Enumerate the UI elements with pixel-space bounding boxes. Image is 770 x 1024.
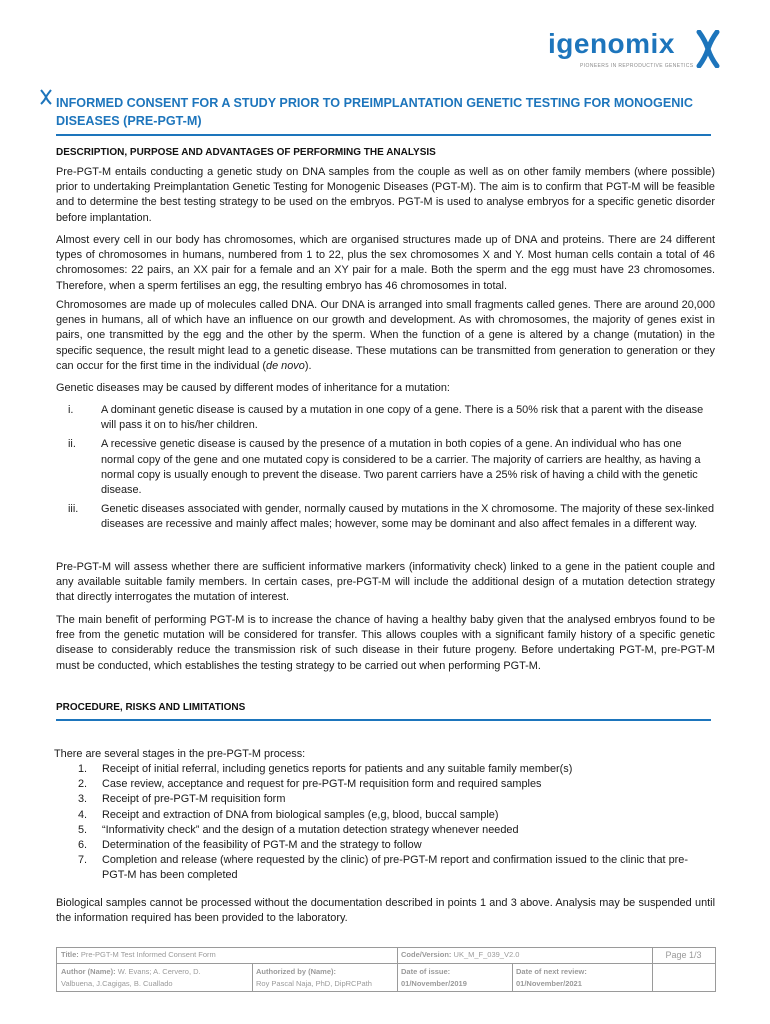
section-heading-procedure: PROCEDURE, RISKS AND LIMITATIONS [56,702,246,713]
title-rule [56,134,711,136]
list-item: 2. Case review, acceptance and request for pre-PGT-M requisition form and required samples [78,778,542,791]
chi-bullet-icon [40,89,52,105]
list-item: 7. Completion and release (where requested by the clinic) of pre-PGT-M report and confirmation issued to the clinic that pre-PGT-M has been completed [78,854,688,882]
paragraph-inheritance-intro: Genetic diseases may be caused by different modes of inheritance for a mutation: [56,382,450,394]
process-steps-list [56,762,696,884]
footer-authorized-cell: Authorized by (Name): Roy Pascal Naja, PhD, DipRCPath [256,967,372,988]
list-item: ii. A recessive genetic disease is caused by the presence of a mutation in both copies of a gene. An individual who has one normal copy of the gene and one mutated copy is considered to be a carrier. The majority of carriers are healthy, as having a normal copy is usually enough to prevent the disease. Two parent carriers have a 25% risk of having a child with the genetic disease. [68,438,701,497]
paragraph-benefit: The main benefit of performing PGT-M is to increase the chance of having a healthy baby given that the analysed embryos found to be free from the genetic mutation will be considered for transfer. This allows couples with a significant family history of a specific genetic disease to considerably reduce the transmission risk of such disease in their future progeny. Before undertaking PGT-M, pre-PGT-M must be conducted, which establishes the testing strategy to be carried out when performing PGT-M. [56,614,715,672]
igenomix-logo [548,28,723,72]
list-item: 3. Receipt of pre-PGT-M requisition form [78,793,286,806]
inheritance-modes-list [56,403,715,537]
logo-wordmark: igenomix [548,28,675,59]
footer-code-cell: Code/Version: UK_M_F_039_V2.0 [401,950,520,959]
paragraph-chromosomes: Almost every cell in our body has chromosomes, which are organised structures made up of DNA and proteins. There are 24 different types of chromosomes in humans, numbered from 1 to 22, plus the sex chromosomes X and Y. Most human cells contain a total of 46 chromosomes: 22 pairs, an XX pair for a female and an XY pair for a male. Both the sperm and the egg must have 23 chromosomes. Therefore, when a sperm fertilises an egg, the resulting embryo has 46 chromosomes in total. [56,234,715,292]
paragraph-sample-note: Biological samples cannot be processed without the documentation described in points 1 and 3 above. Analysis may be suspended until the information required has been provided to the laboratory. [56,897,715,925]
footer-author-cell: Author (Name): W. Evans; A. Cervero, D. Valbuena, J.Cagigas, B. Cuallado [61,967,201,988]
paragraph-purpose: Pre-PGT-M entails conducting a genetic study on DNA samples from the couple as well as on other family members (where possible) prior to undertaking Preimplantation Genetic Testing for Monogenic Diseases (PGT-M). The aim is to confirm that PGT-M will be feasible and to determine the best testing strategy to be used on the embryos. PGT-M is used to analyse embryos for a specific genetic disorder before implantation. [56,166,715,224]
list-item: 5. “Informativity check” and the design of a mutation detection strategy whenever needed [78,823,519,836]
chi-icon [696,30,720,68]
paragraph-dna-genes: Chromosomes are made up of molecules called DNA. Our DNA is arranged into small fragments called genes. There are around 20,000 genes in humans, all of which have an influence on our growth and development. As with chromosomes, the majority of genes exist in pairs, one transmitted by the egg and the other by the sperm. When the function of a gene is altered by a change (mutation) in the specific sequence, the result might lead to a genetic disease. These mutations can be transmitted from generation to generation or they can occur for the first time in the individual (de novo). [56,299,715,372]
paragraph-informativity: Pre-PGT-M will assess whether there are sufficient informative markers (informativity check) linked to a gene in the patient couple and any available suitable family members. In certain cases, pre-PGT-M will include the additional design of a mutation detection strategy that directly interrogates the mutation of interest. [56,561,715,604]
footer-issue-cell: Date of issue: 01/November/2019 [401,967,467,988]
list-item: 4. Receipt and extraction of DNA from biological samples (e,g, blood, buccal sample) [78,808,499,821]
footer-page-number: Page 1/3 [665,950,702,960]
list-item: i. A dominant genetic disease is caused by a mutation in one copy of a gene. There is a 50% risk that a parent with the disease will pass it on to his/her children. [68,404,704,432]
list-item: 1. Receipt of initial referral, including genetics reports for patients and any suitable family member(s) [78,763,573,775]
document-title: INFORMED CONSENT FOR A STUDY PRIOR TO PREIMPLANTATION GENETIC TESTING FOR MONOGENIC DISEASES (PRE-PGT-M) [56,96,693,128]
footer-title-cell: Title: Pre-PGT-M Test Informed Consent Form [61,950,216,959]
list-item: 6. Determination of the feasibility of PGT-M and the strategy to follow [78,839,422,852]
section-heading-description: DESCRIPTION, PURPOSE AND ADVANTAGES OF PERFORMING THE ANALYSIS [56,147,436,158]
list-item: iii. Genetic diseases associated with gender, normally caused by mutations in the X chromosome. The majority of these sex-linked diseases are recessive and mainly affect males; however, some may be dominant and also affect females in a different way. [68,503,715,531]
logo-tagline: PIONEERS IN REPRODUCTIVE GENETICS [580,63,694,69]
footer-review-cell: Date of next review: 01/November/2021 [516,967,587,988]
steps-intro: There are several stages in the pre-PGT-M process: [54,748,306,760]
document-footer-table [56,947,716,992]
section-rule [56,719,711,721]
